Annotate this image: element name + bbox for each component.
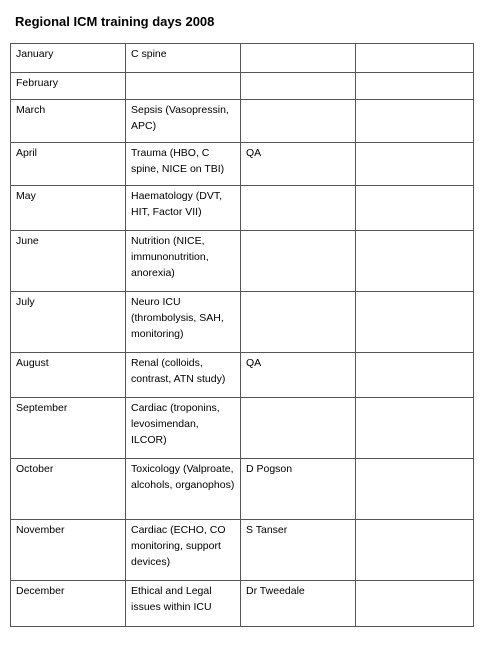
month-cell: March (11, 100, 126, 143)
topic-cell: Renal (colloids, contrast, ATN study) (126, 353, 241, 398)
month-cell: January (11, 44, 126, 73)
table-body (11, 44, 474, 627)
note-cell (241, 100, 356, 143)
table-row (11, 100, 474, 143)
topic-cell: Ethical and Legal issues within ICU (126, 581, 241, 627)
extra-cell (356, 520, 474, 581)
note-cell (241, 186, 356, 231)
month-cell: September (11, 398, 126, 459)
month-cell: December (11, 581, 126, 627)
extra-cell (356, 44, 474, 73)
note-cell: S Tanser (241, 520, 356, 581)
month-cell: June (11, 231, 126, 292)
topic-cell: Toxicology (Valproate, alcohols, organophos) (126, 459, 241, 520)
topic-cell: Haematology (DVT, HIT, Factor VII) (126, 186, 241, 231)
topic-cell (126, 73, 241, 100)
table-row (11, 398, 474, 459)
topic-cell: Cardiac (troponins, levosimendan, ILCOR) (126, 398, 241, 459)
extra-cell (356, 459, 474, 520)
month-cell: April (11, 143, 126, 186)
note-cell (241, 73, 356, 100)
month-cell: November (11, 520, 126, 581)
training-schedule-table (10, 43, 474, 627)
topic-cell: C spine (126, 44, 241, 73)
table-row (11, 44, 474, 73)
table-row (11, 353, 474, 398)
note-cell (241, 44, 356, 73)
table-row (11, 73, 474, 100)
extra-cell (356, 353, 474, 398)
note-cell (241, 292, 356, 353)
topic-cell: Cardiac (ECHO, CO monitoring, support devices) (126, 520, 241, 581)
extra-cell (356, 398, 474, 459)
table-row (11, 231, 474, 292)
table-row (11, 581, 474, 627)
month-cell: May (11, 186, 126, 231)
table-row (11, 459, 474, 520)
topic-cell: Nutrition (NICE, immunonutrition, anorexia) (126, 231, 241, 292)
extra-cell (356, 581, 474, 627)
extra-cell (356, 100, 474, 143)
note-cell: QA (241, 143, 356, 186)
month-cell: February (11, 73, 126, 100)
month-cell: August (11, 353, 126, 398)
topic-cell: Trauma (HBO, C spine, NICE on TBI) (126, 143, 241, 186)
note-cell: QA (241, 353, 356, 398)
note-cell (241, 398, 356, 459)
extra-cell (356, 143, 474, 186)
month-cell: July (11, 292, 126, 353)
extra-cell (356, 186, 474, 231)
note-cell: Dr Tweedale (241, 581, 356, 627)
extra-cell (356, 73, 474, 100)
note-cell: D Pogson (241, 459, 356, 520)
month-cell: October (11, 459, 126, 520)
table-row (11, 143, 474, 186)
topic-cell: Sepsis (Vasopressin, APC) (126, 100, 241, 143)
table-row (11, 186, 474, 231)
extra-cell (356, 292, 474, 353)
document-title: Regional ICM training days 2008 (15, 14, 215, 29)
table-row (11, 520, 474, 581)
note-cell (241, 231, 356, 292)
topic-cell: Neuro ICU (thrombolysis, SAH, monitoring) (126, 292, 241, 353)
extra-cell (356, 231, 474, 292)
table-row (11, 292, 474, 353)
